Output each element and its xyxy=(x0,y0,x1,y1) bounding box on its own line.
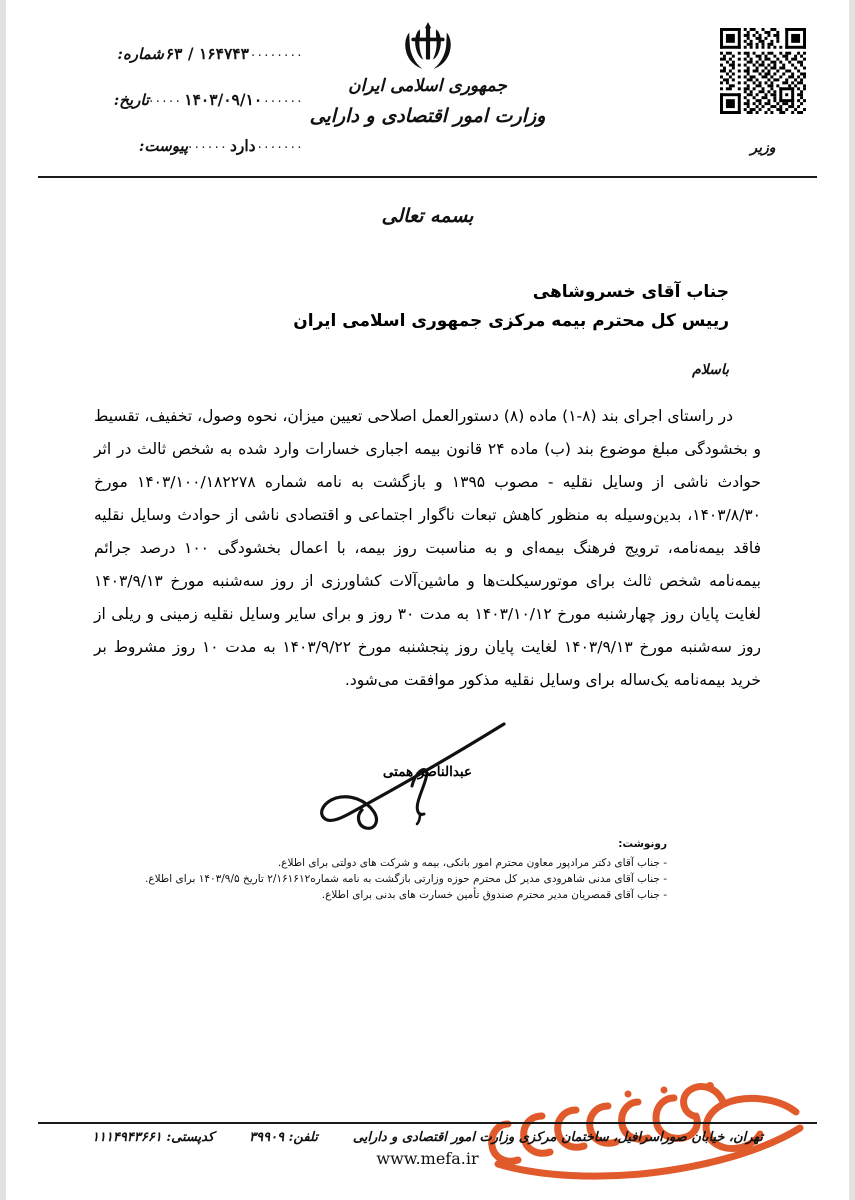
field-value-number: ۱۶۴۷۴۳ / ۶۳ xyxy=(165,44,249,63)
dots-leading-date: ...... xyxy=(264,91,304,106)
organization-name: جمهوری اسلامی ایران xyxy=(348,76,507,96)
signer-name: عبدالناصر همتی xyxy=(382,764,473,780)
field-value-date: ۱۴۰۳/۰۹/۱۰ xyxy=(184,90,263,109)
copies-block xyxy=(145,838,667,903)
letterhead xyxy=(8,0,847,178)
footer xyxy=(48,1130,807,1168)
signature-block xyxy=(8,718,847,848)
field-value-attachment: دارد xyxy=(229,136,256,155)
letter-sheet xyxy=(8,0,847,1200)
copies-title: رونوشت: xyxy=(618,838,667,850)
addressee-name: جناب آقای خسروشاهی xyxy=(532,282,729,302)
footer-divider xyxy=(38,1122,817,1124)
copies-item: - جناب آقای دکتر مرادپور معاون محترم امور بانکی، بیمه و شرکت های دولتی برای اطلاع. xyxy=(277,857,667,869)
letter-body xyxy=(94,400,761,697)
iran-national-emblem-icon xyxy=(402,22,454,72)
addressee-block xyxy=(293,278,729,336)
dots-leading-attachment: ....... xyxy=(257,137,304,152)
header-divider xyxy=(38,176,817,178)
field-label-attachment: پیوست: xyxy=(138,137,189,155)
footer-website-url[interactable]: www.mefa.ir xyxy=(376,1149,479,1168)
footer-address: تهران، خیابان صوراسرافیل، ساختمان مرکزی وزارت امور اقتصادی و دارایی xyxy=(352,1130,764,1145)
addressee-title: رییس کل محترم بیمه مرکزی جمهوری اسلامی ایران xyxy=(293,311,729,331)
footer-phone-value: ۳۹۹۰۹ xyxy=(249,1130,285,1145)
field-label-date: تاریخ: xyxy=(113,91,150,109)
dots-trailing-attachment: ...... xyxy=(188,137,228,152)
ministry-name: وزارت امور اقتصادی و دارایی xyxy=(309,105,546,127)
qr-code-block xyxy=(715,28,811,156)
footer-postal-value: ۱۱۱۴۹۴۳۶۶۱ xyxy=(91,1130,162,1145)
qr-code-icon[interactable] xyxy=(720,28,806,114)
dots-leading-number: ........ xyxy=(250,45,304,60)
footer-postal-label: کدپستی: xyxy=(166,1130,215,1145)
footer-contact-line xyxy=(48,1130,807,1145)
salutation: باسلام xyxy=(692,362,729,378)
letter-body-paragraph: در راستای اجرای بند (۸-۱) ماده (۸) دستورالعمل اصلاحی تعیین میزان، نحوه وصول، تخفیف، تقسیط و بخشودگی مبلغ موضوع بند (ب) ماده ۲۴ قانون بیمه اجباری خسارات وارد شده به شخص ثالث در اثر حوادث ناشی از وسایل نقلیه - مصوب ۱۳۹۵ و بازگشت به نامه شماره ۱۴۰۳/۱۰۰/۱۸۲۲۷۸ مورخ ۱۴۰۳/۸/۳۰، بدین‌وسیله به منظور کاهش تبعات ناگوار اجتماعی و اقتصادی ناشی از حوادث وسایل نقلیه فاقد بیمه‌نامه، ترویج فرهنگ بیمه‌ای و به مناسبت روز بیمه، با اعمال بخشودگی ۱۰۰ درصد جرائم بیمه‌نامه شخص ثالث برای موتورسیکلت‌ها و ماشین‌آلات کشاورزی از روز سه‌شنبه مورخ ۱۴۰۳/۹/۱۳ لغایت پایان روز چهارشنبه مورخ ۱۴۰۳/۱۰/۱۲ به مدت ۳۰ روز و برای سایر وسایل نقلیه زمینی و ریلی از روز سه‌شنبه مورخ ۱۴۰۳/۹/۱۳ لغایت پایان روز پنجشنبه مورخ ۱۴۰۳/۹/۲۲ به مدت ۱۰ روز مشروط بر خرید بیمه‌نامه یک‌ساله برای وسایل نقلیه مذکور موافقت می‌شود. xyxy=(94,407,762,689)
copies-item: - جناب آقای قمصریان مدیر محترم صندوق تأمین خسارت های بدنی برای اطلاع. xyxy=(321,889,667,901)
footer-phone-label: تلفن: xyxy=(288,1130,318,1145)
signer-role: وزیر xyxy=(750,140,776,156)
dots-trailing-date: ..... xyxy=(149,91,183,106)
basmala: بسمه تعالی xyxy=(381,205,474,227)
field-label-number: شماره: xyxy=(117,45,164,63)
watermark-logo xyxy=(478,1068,808,1186)
copies-item: - جناب آقای مدنی شاهرودی مدیر کل محترم حوزه وزارتی بازگشت به نامه شماره۲/۱۶۱۶۱۲ تاریخ ۱۴۰۳/۹/۵ برای اطلاع. xyxy=(145,873,667,885)
